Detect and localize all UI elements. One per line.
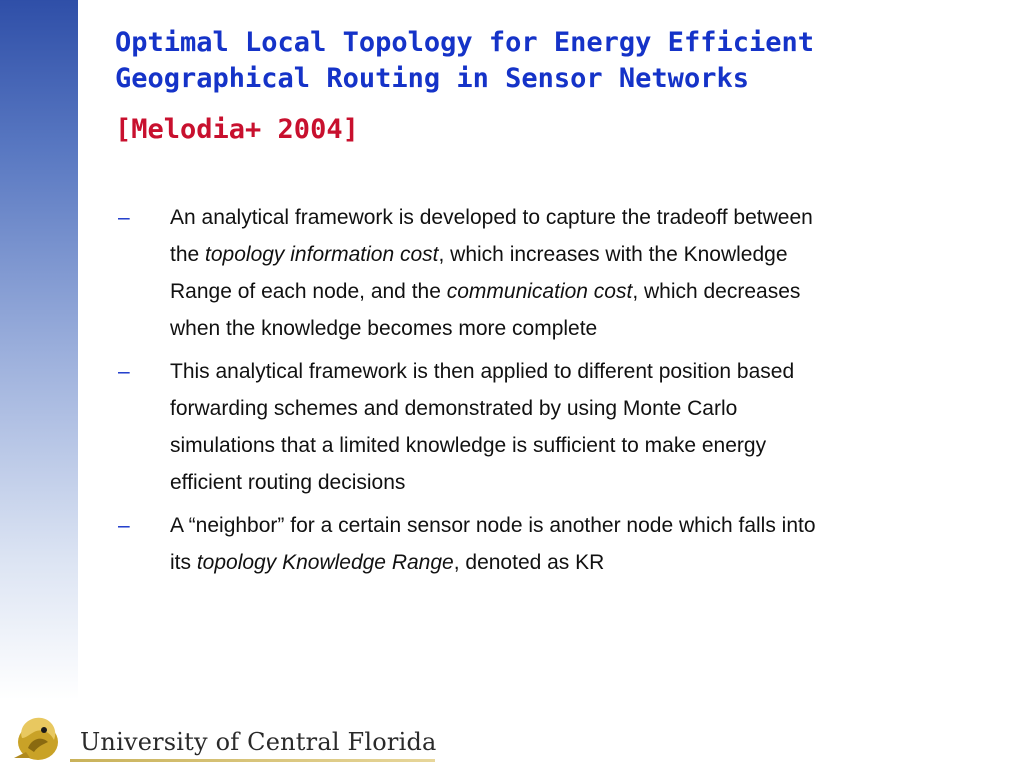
text-run: its [170,551,197,574]
text-run: Range of each node, and the [170,280,447,303]
text-run: This analytical framework is then applied to different position based [170,360,795,383]
bullet-line [170,427,978,464]
footer [0,700,1024,768]
bullet-line [170,236,978,273]
italic-term: communication cost [446,280,633,303]
text-run: when the knowledge becomes more complete [170,317,598,340]
side-gradient-bar [0,0,78,700]
bullet-item-2 [118,353,978,501]
italic-term: topology information cost [205,243,439,266]
bullet-line [170,390,978,427]
text-run: efficient routing decisions [170,471,406,494]
dash-marker: – [118,514,130,537]
footer-rule [70,759,435,762]
text-run: An analytical framework is developed to capture the tradeoff between [170,206,813,229]
bullet-item-1 [118,199,978,347]
bullet-line [170,464,978,501]
slide-title [115,25,995,97]
bullet-line [170,353,978,390]
bullet-line [170,544,978,581]
bullet-line [170,507,978,544]
slide-title-line-2: Geographical Routing in Sensor Networks [115,63,749,94]
text-run: simulations that a limited knowledge is sufficient to make energy [170,434,767,457]
slide-title-line-1: Optimal Local Topology for Energy Efficient [115,27,814,58]
dash-marker: – [118,360,130,383]
text-run: A “neighbor” for a certain sensor node is another node which falls into [170,514,816,537]
university-name: University of Central Florida [80,728,437,756]
italic-term: topology Knowledge Range [196,551,454,574]
pegasus-logo-icon [8,708,64,764]
citation: [Melodia+ 2004] [115,114,359,145]
text-run: , denoted as KR [453,551,605,574]
bullet-item-3 [118,507,978,581]
bullet-line [170,273,978,310]
text-run: forwarding schemes and demonstrated by using Monte Carlo [170,397,738,420]
dash-marker: – [118,206,130,229]
bullet-list [118,199,978,587]
text-run: the [170,243,206,266]
text-run: , which decreases [632,280,801,303]
text-run: , which increases with the Knowledge [438,243,788,266]
bullet-line [170,199,978,236]
bullet-line [170,310,978,347]
